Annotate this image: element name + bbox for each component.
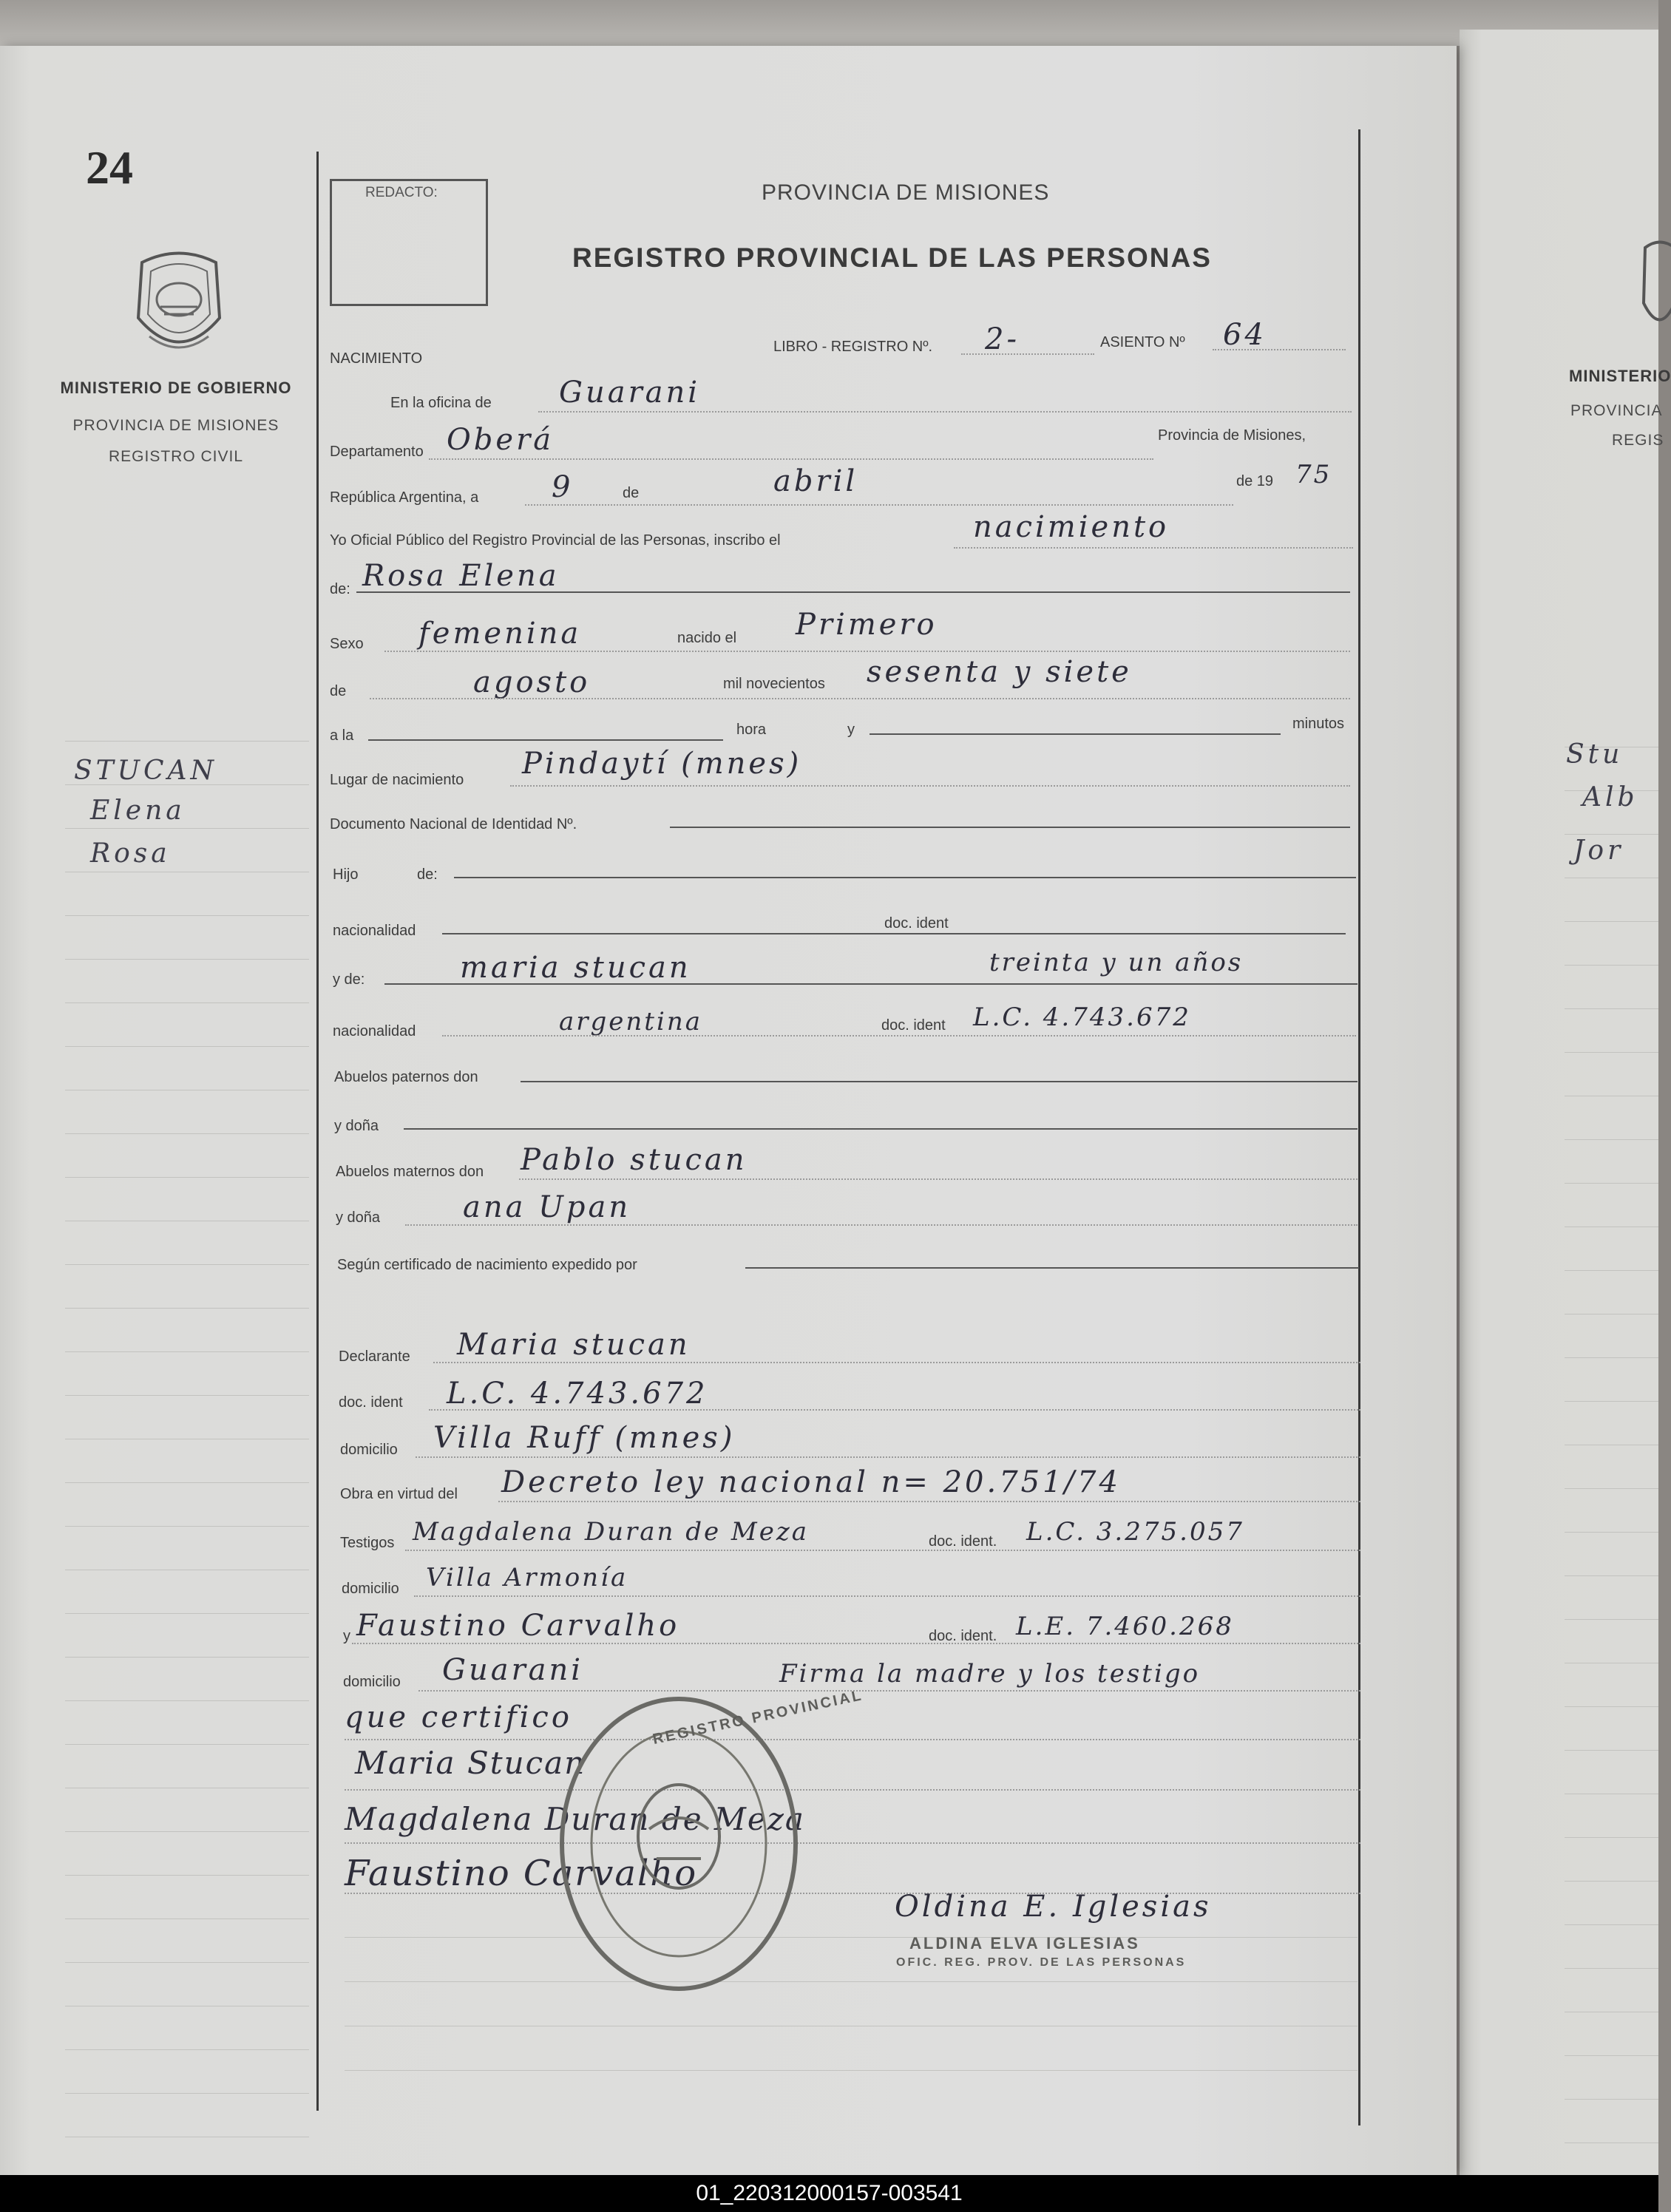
ruled-line: [65, 1526, 309, 1527]
abuelos-maternos-label: Abuelos maternos don: [336, 1164, 484, 1180]
domicilio-label: domicilio: [340, 1442, 398, 1458]
testigo1-doc-label: doc. ident.: [929, 1533, 997, 1550]
mes-nac-value: agosto: [473, 665, 591, 699]
libro-value: 2-: [985, 322, 1020, 356]
decl-doc-value: L.C. 4.743.672: [447, 1377, 708, 1411]
ruled-line: [65, 1177, 309, 1178]
de3-label: de: [330, 683, 347, 699]
madre-value: maria stucan: [460, 951, 691, 985]
ruled-line: [1565, 1837, 1658, 1838]
testigo1-doc-value: L.C. 3.275.057: [1026, 1517, 1244, 1547]
ruled-line: [65, 1700, 309, 1701]
ruled-line: [345, 2070, 1358, 2071]
seal-text: REGISTRO PROVINCIAL: [651, 1687, 865, 1748]
ruled-line: [1565, 1139, 1658, 1140]
ruled-line: [65, 2093, 309, 2094]
obra-label: Obra en virtud del: [340, 1486, 458, 1502]
nacimiento-label: NACIMIENTO: [330, 350, 423, 367]
doc-ident-label: doc. ident: [884, 915, 949, 932]
civil-registry-label: REGISTRO CIVIL: [108, 448, 244, 465]
testigo1-value: Magdalena Duran de Meza: [413, 1517, 810, 1547]
testigo2-value: Faustino Carvalho: [356, 1609, 680, 1643]
province-label: PROVINCIA DE MISIONES: [72, 417, 279, 434]
ruled-line: [65, 1918, 309, 1919]
form-right-border: [1358, 129, 1360, 2126]
y-label: y: [847, 722, 855, 738]
ruled-line: [1565, 921, 1658, 922]
hijo-label: Hijo: [333, 866, 359, 883]
ruled-line: [65, 1613, 309, 1614]
nombre-value: Rosa Elena: [362, 559, 560, 593]
departamento-label: Departamento: [330, 444, 424, 460]
province-title: PROVINCIA DE MISIONES: [762, 180, 1050, 205]
nacido-label: nacido el: [677, 630, 737, 646]
nacionalidad2-label: nacionalidad: [333, 1023, 416, 1039]
asiento-value: 64: [1223, 318, 1267, 352]
de2-label: de:: [330, 581, 350, 597]
ruled-line: [1565, 1488, 1658, 1489]
sexo-value: femenina: [418, 617, 582, 651]
ruled-line: [1565, 1270, 1658, 1271]
page-number: 24: [86, 141, 133, 194]
next-ministry-label: MINISTERIO: [1569, 367, 1671, 385]
ruled-line: [1565, 1183, 1658, 1184]
official-stamp-name: ALDINA ELVA IGLESIAS: [909, 1934, 1140, 1953]
domicilio3-label: domicilio: [343, 1674, 401, 1690]
libro-label: LIBRO - REGISTRO Nº.: [773, 339, 933, 355]
ruled-line: [65, 1351, 309, 1352]
hora-label: hora: [736, 722, 767, 738]
obra-value: Decreto ley nacional n= 20.751/74: [501, 1465, 1121, 1499]
ruled-line: [65, 1002, 309, 1003]
ruled-line: [65, 1308, 309, 1309]
testigo2-doc-value: L.E. 7.460.268: [1016, 1612, 1234, 1641]
registry-title: REGISTRO PROVINCIAL DE LAS PERSONAS: [572, 242, 1212, 273]
next-margin-note-2: Alb: [1582, 782, 1638, 812]
lugar-label: Lugar de nacimiento: [330, 772, 464, 788]
redacto-label: REDACTO:: [365, 185, 438, 200]
ruled-line: [1565, 1924, 1658, 1925]
ruled-line: [1565, 1008, 1658, 1009]
departamento-value: Oberá: [447, 423, 555, 457]
doc-ident2-value: L.C. 4.743.672: [973, 1002, 1191, 1032]
next-province-label: PROVINCIA: [1570, 402, 1663, 419]
ruled-line: [65, 1264, 309, 1265]
segun-label: Según certificado de nacimiento expedido por: [337, 1257, 637, 1273]
doc-ident2-label: doc. ident: [881, 1017, 946, 1034]
ruled-line: [65, 2049, 309, 2050]
margin-second-name: Rosa: [90, 838, 171, 869]
mil-label: mil novecientos: [723, 676, 825, 692]
abuelo-materno-value: Pablo stucan: [521, 1143, 748, 1177]
ruled-line: [65, 915, 309, 916]
ruled-line: [1565, 1052, 1658, 1053]
next-margin-note-3: Jor: [1573, 835, 1624, 866]
official-stamp-title: OFIC. REG. PROV. DE LAS PERSONAS: [896, 1956, 1187, 1969]
ruled-line: [1565, 1968, 1658, 1969]
lugar-value: Pindaytí (mnes): [522, 747, 802, 781]
background-band: [0, 0, 1658, 46]
ruled-line: [65, 1875, 309, 1876]
ruled-line: [65, 1395, 309, 1396]
signature-mother: Maria Stucan: [355, 1745, 586, 1781]
ruled-line: [1565, 1881, 1658, 1882]
anio-prefix: de 19: [1236, 473, 1274, 489]
ruled-line: [65, 1962, 309, 1963]
anio-value: 75: [1295, 460, 1332, 489]
firma-value: Firma la madre y los testigo: [779, 1659, 1201, 1689]
anio-nac-value: sesenta y siete: [867, 655, 1132, 689]
scan-id: 01_220312000157-003541: [0, 2175, 1658, 2212]
nacido-value: Primero: [796, 608, 938, 642]
domicilio2-value: Villa Armonía: [426, 1563, 628, 1592]
ruled-line: [1565, 1575, 1658, 1576]
y2-label: y: [343, 1628, 350, 1644]
ruled-line: [1565, 1619, 1658, 1620]
ruled-line: [1565, 2099, 1658, 2100]
decl-doc-label: doc. ident: [339, 1394, 403, 1411]
oficial-label: Yo Oficial Público del Registro Provincial de las Personas, inscribo el: [330, 532, 781, 549]
hijo-de-label: de:: [417, 866, 438, 883]
de-label: de: [623, 485, 640, 501]
abuelos-paternos-label: Abuelos paternos don: [334, 1069, 478, 1085]
firma-cont-value: que certifico: [345, 1700, 572, 1734]
ministry-label: MINISTERIO DE GOBIERNO: [60, 379, 292, 397]
y-dona-label: y doña: [334, 1118, 379, 1134]
ruled-line: [1565, 1706, 1658, 1707]
oficina-label: En la oficina de: [390, 395, 492, 411]
minutos-label: minutos: [1292, 716, 1345, 732]
testigos-label: Testigos: [340, 1535, 395, 1551]
abuela-materna-value: ana Upan: [463, 1190, 631, 1224]
provincia-suffix: Provincia de Misiones,: [1158, 427, 1306, 444]
next-margin-note-1: Stu: [1566, 739, 1624, 770]
ruled-line: [65, 1482, 309, 1483]
declarante-label: Declarante: [339, 1348, 410, 1365]
domicilio2-label: domicilio: [342, 1581, 399, 1597]
ruled-line: [65, 1657, 309, 1658]
ruled-line: [345, 1937, 1358, 1938]
y-dona2-label: y doña: [336, 1210, 381, 1226]
asiento-label: ASIENTO Nº: [1100, 334, 1185, 350]
nacionalidad-label: nacionalidad: [333, 923, 416, 939]
ruled-line: [1565, 1357, 1658, 1358]
ruled-line: [65, 1133, 309, 1134]
y-de-label: y de:: [333, 971, 365, 988]
ruled-line: [65, 1046, 309, 1047]
sexo-label: Sexo: [330, 636, 364, 652]
signature-witness-2: Faustino Carvalho: [345, 1853, 698, 1894]
ruled-line: [1565, 2055, 1658, 2056]
ruled-line: [65, 1744, 309, 1745]
margin-first-name: Elena: [90, 795, 186, 826]
coat-of-arms-icon-next: [1630, 233, 1660, 344]
ruled-line: [1565, 1532, 1658, 1533]
official-signature: Oldina E. Iglesias: [895, 1890, 1212, 1924]
ruled-line: [1565, 965, 1658, 966]
coat-of-arms-icon: [127, 248, 231, 366]
form-left-border: [316, 152, 319, 2111]
dia-value: 9: [552, 470, 574, 504]
ruled-line: [1565, 1750, 1658, 1751]
declarante-value: Maria stucan: [457, 1328, 691, 1362]
acto-value: nacimiento: [973, 510, 1170, 544]
domicilio-value: Villa Ruff (mnes): [433, 1421, 736, 1455]
ruled-line: [65, 959, 309, 960]
a-la-label: a la: [330, 727, 354, 744]
next-registry-label: REGIS: [1612, 432, 1664, 449]
ruled-line: [1565, 1401, 1658, 1402]
mes-value: abril: [773, 464, 858, 498]
oficina-value: Guarani: [559, 376, 701, 410]
signature-witness-1: Magdalena Duran de Meza: [345, 1801, 805, 1837]
testigo2-doc-label: doc. ident.: [929, 1628, 997, 1644]
madre-edad-value: treinta y un años: [989, 948, 1244, 977]
documento-label: Documento Nacional de Identidad Nº.: [330, 816, 577, 832]
ruled-line: [65, 1831, 309, 1832]
ruled-line: [65, 741, 309, 742]
nacionalidad2-value: argentina: [559, 1007, 703, 1037]
domicilio3-value: Guarani: [442, 1653, 584, 1687]
ruled-line: [1565, 834, 1658, 835]
ruled-line: [345, 1981, 1358, 1982]
republica-label: República Argentina, a: [330, 489, 479, 506]
ruled-line: [65, 828, 309, 829]
next-page: [1460, 30, 1658, 2175]
margin-surname: STUCAN: [74, 756, 218, 786]
